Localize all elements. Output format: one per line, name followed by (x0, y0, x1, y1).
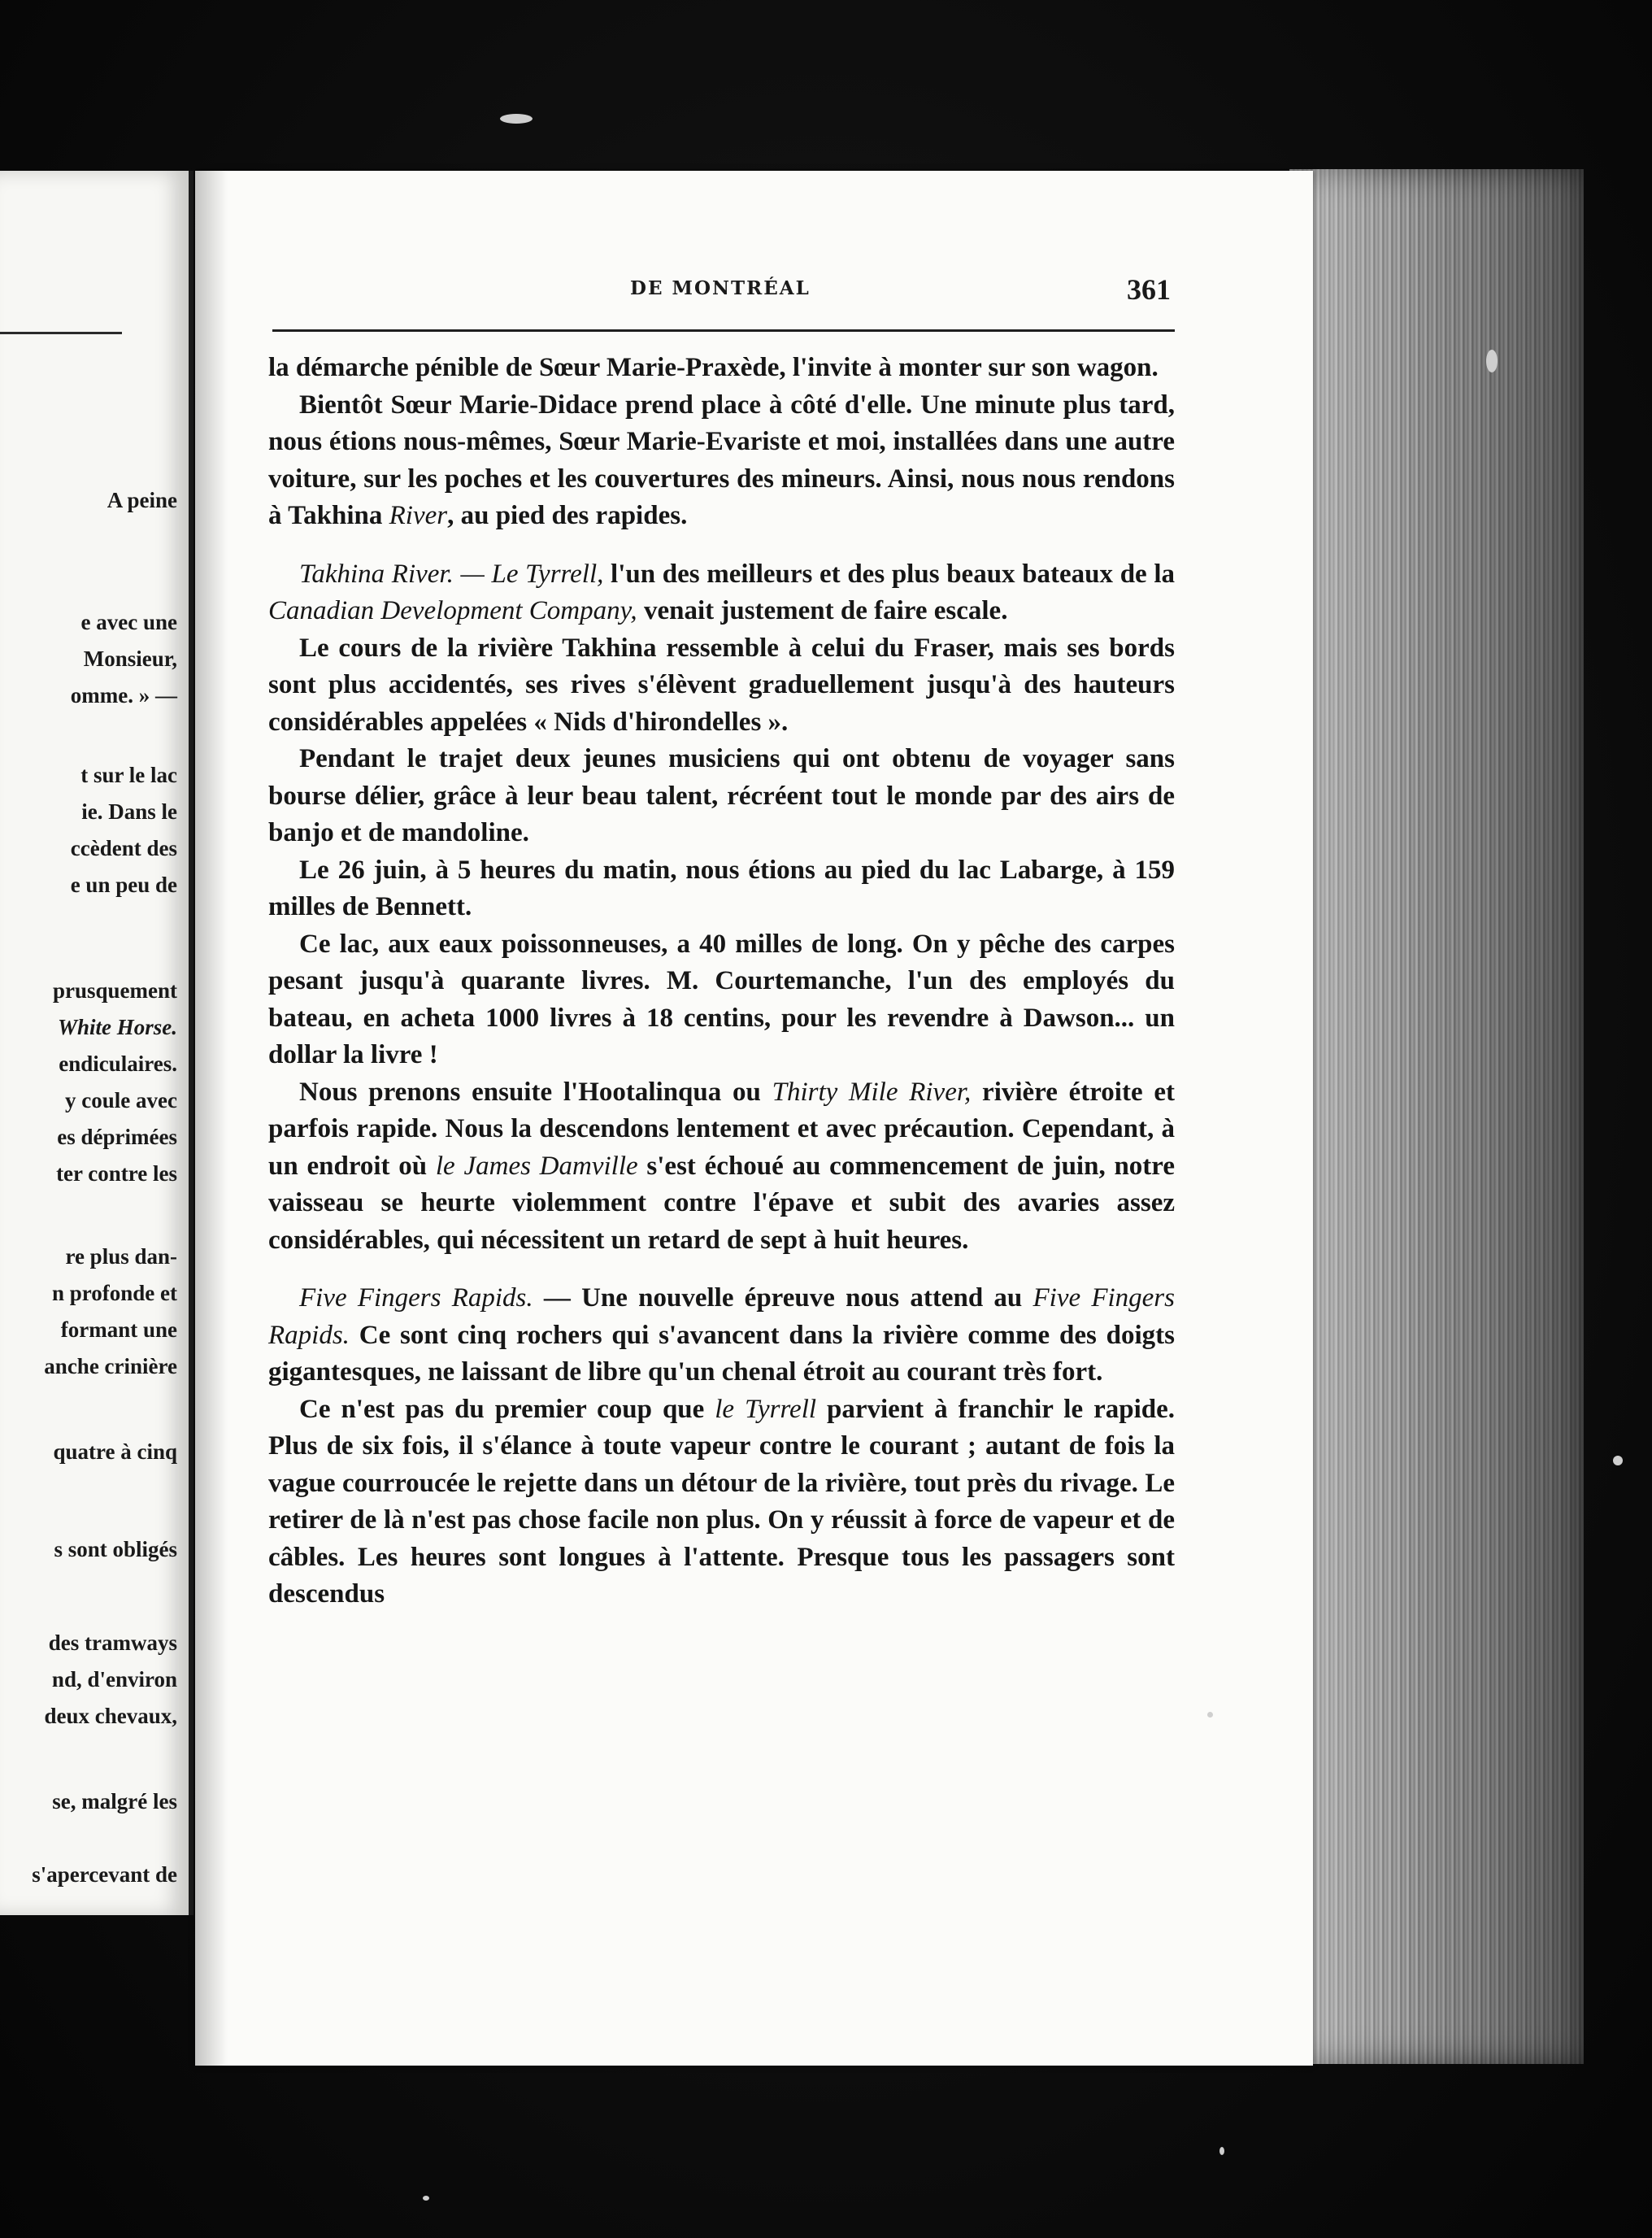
section-heading-italic: Takhina River. — Le Tyrrell, (299, 559, 604, 589)
section-heading-italic: Five Fingers Rapids. (299, 1283, 533, 1313)
paragraph-text: la démarche pénible de Sœur Marie-Praxède, l'invite à monter sur son wagon. (268, 353, 1159, 382)
italic-text: Thirty Mile River, (772, 1077, 972, 1107)
left-page-line: e un peu de (70, 873, 177, 897)
left-page-line: deux chevaux, (44, 1704, 177, 1728)
left-page-line: t sur le lac (80, 763, 177, 787)
dust-speck (1219, 2147, 1224, 2155)
left-page-line: Monsieur, (83, 647, 177, 671)
left-page-line: des tramways (48, 1631, 177, 1655)
left-page-line: formant une (60, 1317, 177, 1342)
paragraph (268, 852, 1175, 926)
paragraph (268, 1074, 1175, 1260)
dust-speck (1613, 1456, 1623, 1465)
paragraph-text: Bientôt Sœur Marie-Didace prend place à côté d'elle. Une minute plus tard, nous étions nous-mêmes, Sœur Marie-Evariste et moi, installées dans une autre voiture, sur les poches et les couvertures des mineurs. Ainsi, nous nous rendons à Takhina (268, 390, 1175, 530)
left-page-line: quatre à cinq (53, 1439, 177, 1464)
paragraph-text: Ce sont cinq rochers qui s'avancent dans la rivière comme des doigts gigantesques, ne laissant de libre qu'un chenal étroit au courant très fort. (268, 1320, 1175, 1387)
paragraph (268, 926, 1175, 1074)
running-head: DE MONTRÉAL (630, 277, 811, 299)
left-page-line: anche crinière (44, 1354, 177, 1378)
left-page-line: n profonde et (51, 1281, 177, 1305)
left-page-line: ccèdent des (70, 836, 177, 860)
paragraph-text: , au pied des rapides. (447, 501, 688, 530)
page-number: 361 (1127, 273, 1171, 306)
main-page-gutter-shadow (195, 171, 228, 2066)
paragraph-text: l'un des meilleurs et des plus beaux bateaux de la (603, 559, 1176, 589)
left-page-line: s sont obligés (54, 1537, 177, 1561)
body-text (268, 350, 1175, 1613)
paragraph-text: Nous prenons ensuite l'Hootalinqua ou (299, 1077, 772, 1107)
dust-speck (1486, 350, 1498, 372)
book-page-edges-shade (1289, 169, 1584, 2064)
paragraph (268, 556, 1175, 630)
paragraph (268, 630, 1175, 742)
paragraph-text: rivière étroite et parfois rapide. Nous la descendons lentement et avec précaution. Cependant, à un endroit où (268, 1077, 1175, 1181)
paragraph (268, 1391, 1175, 1613)
paragraph-text: Le 26 juin, à 5 heures du matin, nous étions au pied du lac Labarge, à 159 milles de Bennett. (268, 855, 1175, 921)
italic-text: Canadian Development Company, (268, 596, 637, 625)
paragraph-text: venait justement de faire escale. (637, 596, 1008, 625)
dust-speck (1207, 1712, 1213, 1718)
left-page-line: endiculaires. (59, 1052, 177, 1076)
left-page-line: ter contre les (56, 1161, 177, 1186)
paragraph-text: Le cours de la rivière Takhina ressemble à celui du Fraser, mais ses bords sont plus accidentés, ses rives s'élèvent graduellement jusqu'à des hauteurs considérables appelées « Nids d'hirondelles ». (268, 633, 1175, 737)
dust-speck (423, 2196, 429, 2201)
paragraph (268, 1280, 1175, 1391)
left-page-line: se, malgré les (52, 1789, 177, 1813)
left-page-line: es déprimées (57, 1125, 177, 1149)
left-page-line: re plus dan- (65, 1244, 177, 1269)
left-page-line: A peine (107, 488, 177, 512)
left-page-line: omme. » — (70, 683, 177, 708)
italic-text: River (389, 501, 448, 530)
dust-speck (500, 114, 533, 124)
paragraph-text: parvient à franchir le rapide. Plus de six fois, il s'élance à toute vapeur contre le courant ; autant de fois la vague courroucée le rejette dans un détour de la rivière, tout près du rivage. Le retirer de là n'est pas chose facile non plus. On y réussit à force de vapeur et de câbles. Les heures sont longues à l'attente. Presque tous les passagers sont descendus (268, 1394, 1175, 1609)
left-page-line: nd, d'environ (51, 1667, 177, 1692)
left-facing-page (0, 171, 193, 1915)
paragraph-text: Ce lac, aux eaux poissonneuses, a 40 milles de long. On y pêche des carpes pesant jusqu'à quarante livres. M. Courtemanche, l'un des employés du bateau, en acheta 1000 livres à 18 centins, pour les revendre à Dawson... un dollar la livre ! (268, 929, 1175, 1069)
left-page-rule (0, 332, 122, 334)
left-page-line: prusquement (52, 978, 177, 1003)
paragraph-text: Ce n'est pas du premier coup que (299, 1394, 715, 1424)
paragraph-text: Pendant le trajet deux jeunes musiciens qui ont obtenu de voyager sans bourse délier, grâce à leur beau talent, récréent tout le monde par des airs de banjo et de mandoline. (268, 744, 1175, 847)
paragraph-text: — Une nouvelle épreuve nous attend au (533, 1283, 1033, 1313)
left-page-line: s'apercevant de (32, 1862, 177, 1887)
left-page-line: ie. Dans le (81, 799, 177, 824)
italic-text: Five Fingers Rapids. (268, 1283, 1175, 1350)
paragraph (268, 741, 1175, 852)
left-page-line: y coule avec (65, 1088, 177, 1112)
left-page-line: White Horse. (57, 1015, 177, 1039)
header-rule (272, 329, 1175, 332)
italic-text: le Tyrrell (715, 1394, 817, 1424)
paragraph (268, 387, 1175, 535)
paragraph-text: s'est échoué au commencement de juin, notre vaisseau se heurte violemment contre l'épave et subit des avaries assez considérables, qui nécessitent un retard de sept à huit heures. (268, 1151, 1175, 1255)
italic-text: le James Damville (435, 1151, 638, 1181)
left-page-line: e avec une (80, 610, 177, 634)
paragraph (268, 350, 1175, 387)
page-header (272, 272, 1175, 313)
